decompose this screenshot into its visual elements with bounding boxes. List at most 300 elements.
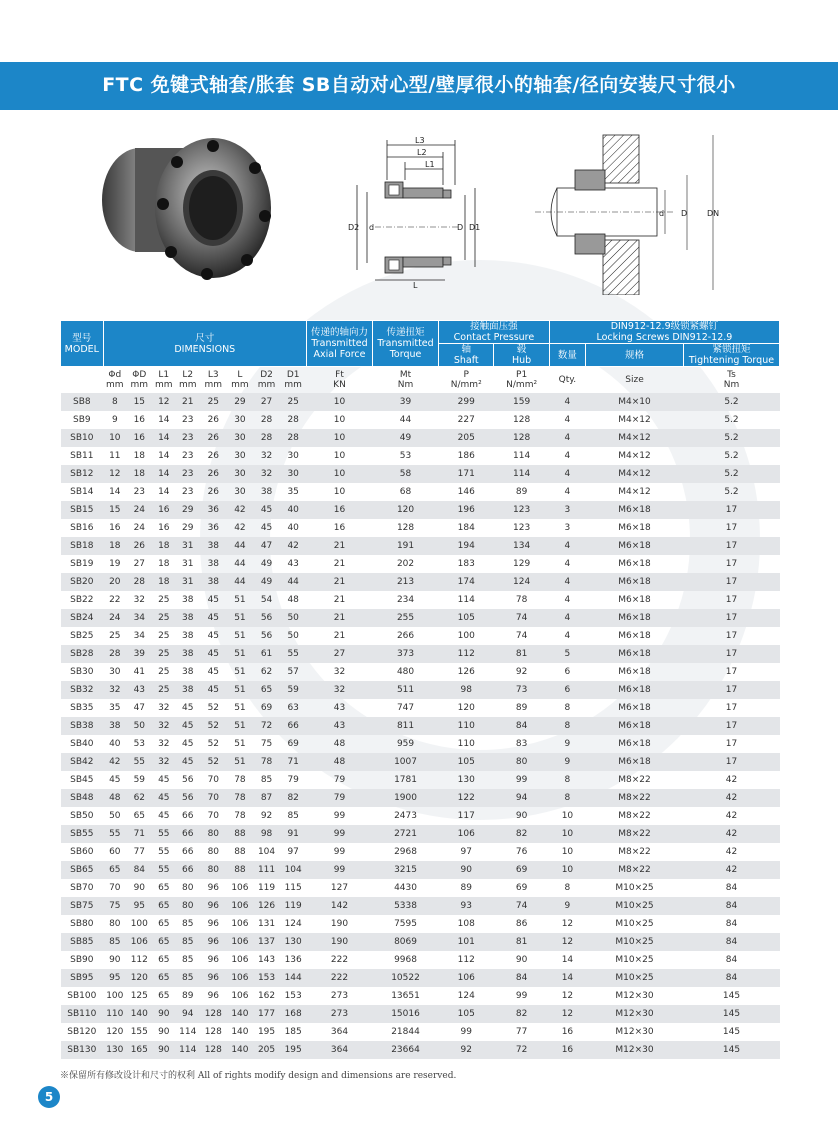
table-cell: 80 xyxy=(200,825,227,843)
table-cell: 25 xyxy=(200,393,227,411)
model-cell: SB24 xyxy=(61,609,104,627)
table-cell: 48 xyxy=(103,789,126,807)
table-cell: 105 xyxy=(439,1005,494,1023)
table-cell: 50 xyxy=(127,717,153,735)
table-cell: 17 xyxy=(725,666,738,677)
table-cell: 65 xyxy=(158,990,170,1001)
table-cell: 62 xyxy=(127,789,153,807)
table-cell: 30 xyxy=(280,465,307,483)
table-cell: 81 xyxy=(494,645,549,663)
model-cell: SB65 xyxy=(61,861,104,879)
table-cell: 155 xyxy=(130,1026,148,1037)
table-cell: 99 xyxy=(333,846,346,857)
table-cell: 14 xyxy=(158,486,170,497)
table-row xyxy=(61,411,780,429)
table-cell: 120 xyxy=(127,969,153,987)
dim-label-D1: D1 xyxy=(469,223,481,232)
table-cell: 78 xyxy=(227,789,254,807)
table-cell: 17 xyxy=(725,522,738,533)
table-cell: 23 xyxy=(182,486,194,497)
table-cell: 11 xyxy=(109,450,121,461)
table-cell: 52 xyxy=(200,717,227,735)
table-cell: 30 xyxy=(234,450,246,461)
table-cell: 71 xyxy=(280,753,307,771)
table-cell: 80 xyxy=(176,897,200,915)
table-cell: 21 xyxy=(306,573,372,591)
table-cell: 16 xyxy=(333,522,346,533)
table-cell: 99 xyxy=(333,810,346,821)
table-cell: 123 xyxy=(513,522,531,533)
table-cell: 4 xyxy=(549,429,585,447)
model-cell: SB45 xyxy=(70,774,94,785)
table-cell: 28 xyxy=(287,414,299,425)
table-cell: 153 xyxy=(284,990,302,1001)
table-cell: 34 xyxy=(127,609,153,627)
table-cell: 205 xyxy=(439,429,494,447)
table-cell: 273 xyxy=(306,1005,372,1023)
table-cell: 51 xyxy=(234,594,246,605)
table-cell: 26 xyxy=(200,465,227,483)
table-cell: 45 xyxy=(158,774,170,785)
table-cell: 71 xyxy=(127,825,153,843)
table-cell: 30 xyxy=(234,414,246,425)
table-cell: 10 xyxy=(561,810,574,821)
table-cell: 52 xyxy=(207,738,220,749)
table-cell: 14 xyxy=(561,954,574,965)
table-cell: 30 xyxy=(234,486,246,497)
table-cell: 266 xyxy=(396,630,415,641)
table-cell: 21 xyxy=(306,609,372,627)
table-cell: M6×18 xyxy=(586,537,684,555)
table-cell: 8 xyxy=(103,393,126,411)
table-cell: 80 xyxy=(200,861,227,879)
table-cell: 42 xyxy=(725,774,738,785)
table-cell: 28 xyxy=(280,429,307,447)
dim-label-L2: L2 xyxy=(417,148,427,157)
table-cell: 74 xyxy=(494,897,549,915)
table-cell: 4 xyxy=(564,450,571,461)
unit-cell: D2 mm xyxy=(257,369,276,390)
table-cell: 25 xyxy=(152,645,175,663)
table-cell: 23 xyxy=(182,414,194,425)
table-cell: 21 xyxy=(333,558,346,569)
table-cell: 4 xyxy=(549,537,585,555)
table-cell: M6×18 xyxy=(618,702,651,713)
table-cell: 85 xyxy=(287,810,299,821)
table-cell: 10522 xyxy=(373,969,439,987)
table-cell: 70 xyxy=(207,810,220,821)
table-row xyxy=(61,987,780,1005)
table-cell: 15 xyxy=(127,393,153,411)
table-cell: 25 xyxy=(109,630,121,641)
dim-label-DN: DN xyxy=(707,209,720,218)
table-cell: 36 xyxy=(207,522,220,533)
model-cell: SB110 xyxy=(61,1005,104,1023)
table-cell: 23 xyxy=(176,465,200,483)
table-cell: 84 xyxy=(684,933,780,951)
table-row xyxy=(61,735,780,753)
table-cell: 3 xyxy=(564,522,571,533)
table-cell: 84 xyxy=(494,717,549,735)
table-cell: 14 xyxy=(152,429,175,447)
table-cell: 1781 xyxy=(394,774,417,785)
table-cell: 106 xyxy=(227,933,254,951)
dim-label-L3: L3 xyxy=(415,136,425,145)
table-cell: 17 xyxy=(725,702,738,713)
table-cell: 119 xyxy=(280,897,307,915)
table-cell: 17 xyxy=(684,537,780,555)
table-cell: 42 xyxy=(725,846,738,857)
table-cell: 42 xyxy=(103,753,126,771)
table-cell: 16 xyxy=(158,522,170,533)
table-cell: 4 xyxy=(564,594,571,605)
table-cell: 68 xyxy=(399,486,412,497)
table-cell: 55 xyxy=(152,825,175,843)
table-cell: 5 xyxy=(549,645,585,663)
table-cell: 114 xyxy=(179,1026,197,1037)
model-cell: SB38 xyxy=(61,717,104,735)
table-cell: 47 xyxy=(253,537,280,555)
table-cell: 32 xyxy=(133,594,146,605)
model-cell: SB19 xyxy=(70,558,94,569)
table-cell: M6×18 xyxy=(618,558,651,569)
model-cell: SB20 xyxy=(61,573,104,591)
table-cell: 12 xyxy=(561,990,574,1001)
table-cell: 65 xyxy=(152,969,175,987)
table-cell: M6×18 xyxy=(618,738,651,749)
table-cell: 96 xyxy=(207,918,220,929)
table-cell: 184 xyxy=(457,522,475,533)
table-row xyxy=(61,429,780,447)
table-cell: 5.2 xyxy=(724,450,739,461)
table-cell: 87 xyxy=(253,789,280,807)
table-cell: 85 xyxy=(182,954,194,965)
table-row xyxy=(61,537,780,555)
table-cell: 101 xyxy=(439,933,494,951)
table-cell: 21 xyxy=(333,630,346,641)
table-cell: 90 xyxy=(439,861,494,879)
table-cell: 114 xyxy=(494,465,549,483)
table-cell: 10 xyxy=(549,861,585,879)
table-cell: 20 xyxy=(103,573,126,591)
table-cell: 25 xyxy=(152,609,175,627)
specification-table xyxy=(60,320,780,1059)
table-cell: M6×18 xyxy=(618,666,651,677)
table-cell: 16 xyxy=(127,429,153,447)
table-cell: 14 xyxy=(109,486,121,497)
table-cell: 22 xyxy=(109,594,121,605)
table-cell: 29 xyxy=(176,501,200,519)
model-cell: SB16 xyxy=(70,522,94,533)
table-cell: 50 xyxy=(109,810,121,821)
table-cell: 136 xyxy=(284,954,302,965)
table-cell: 196 xyxy=(439,501,494,519)
table-cell: 30 xyxy=(287,450,299,461)
table-cell: M6×18 xyxy=(586,681,684,699)
table-cell: 55 xyxy=(127,753,153,771)
table-row xyxy=(61,951,780,969)
table-cell: 24 xyxy=(127,501,153,519)
table-cell: 93 xyxy=(439,897,494,915)
table-cell: 106 xyxy=(231,882,249,893)
table-cell: 52 xyxy=(200,753,227,771)
table-cell: 117 xyxy=(457,810,475,821)
table-cell: M10×25 xyxy=(615,918,654,929)
model-cell: SB35 xyxy=(70,702,94,713)
table-cell: 114 xyxy=(176,1041,200,1059)
table-cell: 32 xyxy=(158,702,170,713)
table-cell: 111 xyxy=(253,861,280,879)
table-cell: 65 xyxy=(152,933,175,951)
table-cell: M8×22 xyxy=(618,846,651,857)
table-cell: 42 xyxy=(725,810,738,821)
table-cell: 51 xyxy=(227,645,254,663)
table-row xyxy=(61,627,780,645)
table-cell: 18 xyxy=(158,558,170,569)
table-cell: 99 xyxy=(306,861,372,879)
table-cell: 144 xyxy=(280,969,307,987)
table-cell: 12 xyxy=(549,1005,585,1023)
table-cell: 104 xyxy=(257,846,276,857)
table-cell: M6×18 xyxy=(618,630,651,641)
table-cell: 42 xyxy=(684,825,780,843)
table-cell: 78 xyxy=(234,774,246,785)
table-cell: 66 xyxy=(280,717,307,735)
model-cell: SB12 xyxy=(61,465,104,483)
table-cell: 26 xyxy=(207,450,220,461)
table-cell: 41 xyxy=(133,666,146,677)
table-row xyxy=(61,519,780,537)
model-cell: SB18 xyxy=(61,537,104,555)
table-cell: 32 xyxy=(152,717,175,735)
page-title: FTC 免键式轴套/胀套 SB自动对心型/壁厚很小的轴套/径向安装尺寸很小 xyxy=(102,74,736,96)
table-cell: 21844 xyxy=(391,1026,420,1037)
table-cell: 25 xyxy=(158,630,170,641)
table-cell: 2968 xyxy=(394,846,417,857)
table-cell: 38 xyxy=(182,594,194,605)
table-cell: 84 xyxy=(725,882,738,893)
table-cell: 96 xyxy=(200,969,227,987)
header-dimensions: 尺寸 DIMENSIONS xyxy=(103,321,306,367)
table-cell: 77 xyxy=(133,846,146,857)
table-cell: 10 xyxy=(333,486,346,497)
table-row xyxy=(61,393,780,411)
table-cell: 140 xyxy=(231,1026,249,1037)
table-cell: 140 xyxy=(227,1041,254,1059)
table-cell: 65 xyxy=(152,897,175,915)
model-cell: SB10 xyxy=(61,429,104,447)
table-cell: 18 xyxy=(103,537,126,555)
table-cell: 43 xyxy=(287,558,299,569)
table-cell: 55 xyxy=(280,645,307,663)
table-cell: 8 xyxy=(564,882,571,893)
table-cell: 195 xyxy=(280,1041,307,1059)
table-cell: 24 xyxy=(103,609,126,627)
table-cell: 35 xyxy=(109,702,121,713)
table-cell: 145 xyxy=(684,1005,780,1023)
table-cell: 32 xyxy=(333,666,346,677)
table-cell: 45 xyxy=(200,609,227,627)
table-cell: 90 xyxy=(152,1041,175,1059)
table-cell: 45 xyxy=(253,501,280,519)
table-cell: 32 xyxy=(260,450,273,461)
table-cell: 59 xyxy=(133,774,146,785)
header-torque: 传递扭矩 Transmitted Torque xyxy=(373,321,439,367)
table-cell: 124 xyxy=(457,990,475,1001)
dim-label-D2: D2 xyxy=(348,223,360,232)
table-cell: 104 xyxy=(280,861,307,879)
table-cell: 45 xyxy=(176,753,200,771)
table-cell: 18 xyxy=(152,537,175,555)
table-cell: M4×12 xyxy=(618,414,651,425)
table-cell: 78 xyxy=(234,810,246,821)
table-cell: 255 xyxy=(373,609,439,627)
model-cell: SB80 xyxy=(70,918,94,929)
unit-cell xyxy=(61,367,104,393)
table-cell: 48 xyxy=(333,738,346,749)
table-cell: 114 xyxy=(457,594,475,605)
table-cell: 74 xyxy=(494,609,549,627)
model-cell: SB95 xyxy=(61,969,104,987)
table-cell: 90 xyxy=(515,954,528,965)
model-cell: SB9 xyxy=(72,414,91,425)
table-cell: 143 xyxy=(257,954,276,965)
table-cell: 153 xyxy=(253,969,280,987)
table-cell: M8×22 xyxy=(586,789,684,807)
table-cell: 9968 xyxy=(394,954,417,965)
table-cell: 162 xyxy=(257,990,276,1001)
table-cell: 4 xyxy=(549,609,585,627)
unit-cell: Mt Nm xyxy=(397,369,414,390)
model-cell: SB90 xyxy=(70,954,94,965)
table-cell: 84 xyxy=(725,954,738,965)
table-cell: 17 xyxy=(684,717,780,735)
table-cell: 145 xyxy=(722,1026,741,1037)
table-cell: 65 xyxy=(253,681,280,699)
table-cell: M4×12 xyxy=(618,486,651,497)
table-cell: M10×25 xyxy=(586,897,684,915)
model-cell: SB70 xyxy=(70,882,94,893)
table-cell: 88 xyxy=(227,861,254,879)
table-cell: 222 xyxy=(306,969,372,987)
table-cell: 24 xyxy=(133,522,146,533)
table-cell: 128 xyxy=(200,1041,227,1059)
table-cell: 92 xyxy=(439,1041,494,1059)
table-cell: 131 xyxy=(257,918,276,929)
table-row xyxy=(61,915,780,933)
table-cell: 1900 xyxy=(373,789,439,807)
table-cell: 43 xyxy=(127,681,153,699)
table-cell: 88 xyxy=(227,825,254,843)
model-cell: SB11 xyxy=(70,450,94,461)
table-cell: 99 xyxy=(515,774,528,785)
table-row xyxy=(61,753,780,771)
table-cell: 195 xyxy=(257,1026,276,1037)
model-cell: SB22 xyxy=(70,594,94,605)
table-row xyxy=(61,1005,780,1023)
table-cell: 10 xyxy=(333,414,346,425)
table-cell: 78 xyxy=(515,594,528,605)
header-contact-pressure: 接触面压强 Contact Pressure xyxy=(439,321,550,344)
table-cell: 69 xyxy=(260,702,273,713)
table-cell: 65 xyxy=(158,954,170,965)
table-cell: M4×10 xyxy=(586,393,684,411)
table-cell: 28 xyxy=(260,414,273,425)
unit-cell: Ts Nm xyxy=(723,369,740,390)
table-cell: 92 xyxy=(260,810,273,821)
table-cell: 17 xyxy=(725,738,738,749)
unit-cell: P N/mm² xyxy=(450,369,482,390)
table-row xyxy=(61,879,780,897)
table-cell: 29 xyxy=(182,522,194,533)
table-cell: 16 xyxy=(109,522,121,533)
table-cell: 79 xyxy=(306,789,372,807)
table-cell: 96 xyxy=(200,897,227,915)
table-cell: 190 xyxy=(330,918,349,929)
table-cell: 89 xyxy=(515,702,528,713)
table-cell: 38 xyxy=(176,645,200,663)
table-cell: 85 xyxy=(182,918,194,929)
table-cell: 96 xyxy=(207,954,220,965)
table-cell: 120 xyxy=(457,702,475,713)
table-cell: 80 xyxy=(109,918,121,929)
table-cell: 128 xyxy=(513,414,531,425)
table-cell: 58 xyxy=(373,465,439,483)
table-cell: 10 xyxy=(549,825,585,843)
table-cell: 177 xyxy=(253,1005,280,1023)
table-cell: 32 xyxy=(152,753,175,771)
table-cell: 110 xyxy=(439,717,494,735)
unit-cell: D1 mm xyxy=(284,369,302,390)
table-cell: 45 xyxy=(158,810,170,821)
table-cell: 17 xyxy=(684,753,780,771)
table-cell: 120 xyxy=(106,1026,124,1037)
table-cell: 17 xyxy=(684,501,780,519)
table-cell: 10 xyxy=(103,429,126,447)
table-cell: 44 xyxy=(234,558,246,569)
table-cell: M12×30 xyxy=(615,990,654,1001)
table-cell: 61 xyxy=(253,645,280,663)
table-cell: 91 xyxy=(280,825,307,843)
table-cell: M12×30 xyxy=(586,1005,684,1023)
table-cell: 122 xyxy=(439,789,494,807)
table-cell: 126 xyxy=(457,666,475,677)
table-cell: 120 xyxy=(373,501,439,519)
table-cell: 26 xyxy=(207,486,220,497)
table-cell: 90 xyxy=(158,1026,170,1037)
table-cell: 73 xyxy=(494,681,549,699)
table-cell: 85 xyxy=(176,933,200,951)
table-cell: 75 xyxy=(260,738,273,749)
table-cell: 12 xyxy=(561,918,574,929)
table-cell: 8 xyxy=(564,774,571,785)
table-cell: 16 xyxy=(133,414,146,425)
table-cell: M10×25 xyxy=(615,882,654,893)
page-number: 5 xyxy=(38,1086,60,1108)
table-cell: 38 xyxy=(200,537,227,555)
table-cell: 185 xyxy=(284,1026,302,1037)
table-cell: 75 xyxy=(103,897,126,915)
table-cell: M12×30 xyxy=(615,1026,654,1037)
sectional-drawing-sleeve xyxy=(345,130,485,295)
table-cell: 96 xyxy=(200,933,227,951)
table-cell: 30 xyxy=(227,429,254,447)
table-cell: 4 xyxy=(564,486,571,497)
table-row xyxy=(61,573,780,591)
table-cell: 28 xyxy=(103,645,126,663)
unit-cell: Φd mm xyxy=(106,369,124,390)
table-cell: M6×18 xyxy=(586,501,684,519)
